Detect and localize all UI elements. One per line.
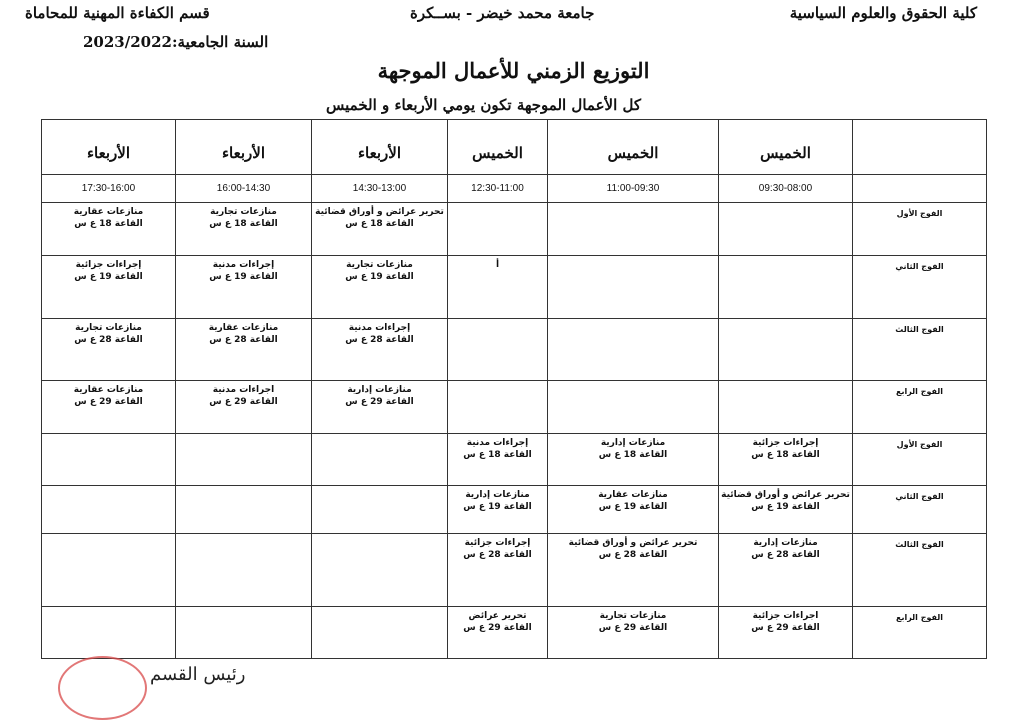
- session-cell: [448, 534, 548, 607]
- session-cell: [312, 534, 448, 607]
- session-subject: تحرير عرائض: [468, 611, 527, 621]
- session-cell: [719, 434, 853, 486]
- session-room: القاعة 18 ع س: [598, 450, 668, 460]
- session-room: القاعة 29 ع س: [463, 623, 532, 633]
- table-row: [42, 434, 987, 486]
- day-header: الخميس: [719, 120, 853, 175]
- session-room: القاعة 28 ع س: [345, 335, 414, 345]
- day-header: الأربعاء: [312, 120, 448, 175]
- academic-year: السنة الجامعية:2023/2022: [83, 33, 269, 51]
- corner-cell: [853, 120, 987, 175]
- session-cell: [448, 486, 548, 534]
- session-subject: إجراءات مدنية: [348, 323, 411, 333]
- department-name: قسم الكفاءة المهنية للمحاماة: [25, 4, 210, 22]
- session-cell: [719, 256, 853, 319]
- session-subject: منازعات تجارية: [210, 207, 277, 217]
- page-title: التوزيع الزمني للأعمال الموجهة: [377, 58, 650, 83]
- session-subject: تحرير عرائض و أوراق قضائية: [315, 207, 444, 217]
- session-cell: [719, 486, 853, 534]
- session-subject: تحرير عرائض و أوراق قضائية: [721, 490, 850, 500]
- session-subject: منازعات إدارية: [347, 385, 412, 395]
- group-label: الفوج الأول: [853, 203, 987, 256]
- session-subject: اجراءات جزائية: [752, 611, 819, 621]
- group-label: الفوج الرابع: [853, 607, 987, 659]
- session-cell: [176, 319, 312, 381]
- session-cell: [312, 203, 448, 256]
- time-slot: 12:30-11:00: [448, 175, 548, 203]
- session-subject: منازعات إدارية: [600, 438, 666, 448]
- session-subject: إجراءات مدنية: [212, 260, 275, 270]
- session-subject: منازعات عقارية: [598, 490, 668, 500]
- session-cell: [548, 256, 719, 319]
- session-room: القاعة 28 ع س: [209, 335, 278, 345]
- day-header-row: [42, 120, 987, 175]
- session-room: القاعة 19 ع س: [598, 502, 668, 512]
- session-cell: [548, 381, 719, 434]
- session-cell: [312, 607, 448, 659]
- page-subtitle: كل الأعمال الموجهة تكون يومي الأربعاء و الخميس: [326, 96, 641, 114]
- session-cell: [42, 319, 176, 381]
- day-header: الخميس: [448, 120, 548, 175]
- session-room: القاعة 19 ع س: [209, 272, 278, 282]
- session-cell: [719, 381, 853, 434]
- group-label: الفوج الثالث: [853, 319, 987, 381]
- group-label: الفوج الثاني: [853, 256, 987, 319]
- session-room: القاعة 28 ع س: [598, 550, 668, 560]
- session-subject: منازعات تجارية: [346, 260, 413, 270]
- table-row: [42, 256, 987, 319]
- session-cell: [176, 486, 312, 534]
- table-row: [42, 534, 987, 607]
- session-subject: منازعات إدارية: [753, 538, 818, 548]
- session-subject: منازعات عقارية: [73, 385, 144, 395]
- table-row: [42, 486, 987, 534]
- session-room: القاعة 29 ع س: [209, 397, 278, 407]
- session-subject: إجراءات جزائية: [75, 260, 142, 270]
- corner-cell: [853, 175, 987, 203]
- session-subject: اجراءات مدنية: [212, 385, 275, 395]
- session-cell: [42, 486, 176, 534]
- session-cell: [42, 381, 176, 434]
- day-header: الخميس: [548, 120, 719, 175]
- session-cell: [448, 203, 548, 256]
- group-label: الفوج الثالث: [853, 534, 987, 607]
- session-subject: تحرير عرائض و أوراق قضائية: [568, 538, 698, 548]
- table-row: [42, 319, 987, 381]
- session-cell: [548, 607, 719, 659]
- session-subject: إجراءات مدنية: [466, 438, 529, 448]
- session-room: القاعة 28 ع س: [74, 335, 143, 345]
- session-room: القاعة 29 ع س: [598, 623, 668, 633]
- session-subject: أ: [495, 260, 500, 270]
- session-cell: [548, 434, 719, 486]
- session-cell: [42, 434, 176, 486]
- session-cell: [176, 203, 312, 256]
- session-cell: [719, 534, 853, 607]
- session-subject: إجراءات جزائية: [464, 538, 531, 548]
- table-row: [42, 607, 987, 659]
- session-cell: [312, 434, 448, 486]
- time-slot: 17:30-16:00: [42, 175, 176, 203]
- session-cell: [42, 607, 176, 659]
- session-room: القاعة 18 ع س: [463, 450, 532, 460]
- table-row: [42, 381, 987, 434]
- table-row: [42, 203, 987, 256]
- group-label: الفوج الرابع: [853, 381, 987, 434]
- group-label: الفوج الثاني: [853, 486, 987, 534]
- faculty-name: كلية الحقوق والعلوم السياسية: [789, 4, 977, 22]
- session-cell: [176, 381, 312, 434]
- session-cell: [719, 203, 853, 256]
- time-slot: 14:30-13:00: [312, 175, 448, 203]
- session-cell: [176, 256, 312, 319]
- official-stamp: [58, 656, 147, 720]
- session-cell: [312, 319, 448, 381]
- session-subject: منازعات إدارية: [465, 490, 530, 500]
- group-label: الفوج الأول: [853, 434, 987, 486]
- session-room: القاعة 18 ع س: [345, 219, 414, 229]
- session-subject: منازعات عقارية: [73, 207, 144, 217]
- session-cell: [42, 534, 176, 607]
- time-slot: 16:00-14:30: [176, 175, 312, 203]
- session-subject: منازعات تجارية: [75, 323, 142, 333]
- day-header: الأربعاء: [42, 120, 176, 175]
- schedule-table: [41, 119, 987, 659]
- session-room: القاعة 18 ع س: [74, 219, 143, 229]
- session-cell: [548, 319, 719, 381]
- session-room: القاعة 28 ع س: [751, 550, 820, 560]
- session-room: القاعة 19 ع س: [751, 502, 820, 512]
- session-cell: [719, 607, 853, 659]
- session-cell: [312, 256, 448, 319]
- session-cell: [548, 486, 719, 534]
- session-room: القاعة 19 ع س: [463, 502, 532, 512]
- session-cell: [548, 203, 719, 256]
- session-cell: [176, 534, 312, 607]
- session-cell: [312, 486, 448, 534]
- session-cell: [176, 607, 312, 659]
- session-room: القاعة 18 ع س: [209, 219, 278, 229]
- session-cell: [176, 434, 312, 486]
- session-subject: منازعات عقارية: [208, 323, 279, 333]
- session-room: القاعة 28 ع س: [463, 550, 532, 560]
- session-room: القاعة 19 ع س: [345, 272, 414, 282]
- university-name: جامعة محمد خيضر - بســكرة: [410, 4, 595, 22]
- session-cell: [42, 203, 176, 256]
- time-slot: 09:30-08:00: [719, 175, 853, 203]
- session-room: القاعة 29 ع س: [74, 397, 143, 407]
- session-cell: [448, 256, 548, 319]
- session-room: القاعة 19 ع س: [74, 272, 143, 282]
- session-room: القاعة 18 ع س: [751, 450, 820, 460]
- session-room: القاعة 29 ع س: [345, 397, 414, 407]
- time-header-row: [42, 175, 987, 203]
- session-cell: [548, 534, 719, 607]
- session-room: القاعة 29 ع س: [751, 623, 820, 633]
- session-cell: [42, 256, 176, 319]
- session-cell: [719, 319, 853, 381]
- session-cell: [312, 381, 448, 434]
- session-subject: إجراءات جزائية: [752, 438, 819, 448]
- session-cell: [448, 319, 548, 381]
- time-slot: 11:00-09:30: [548, 175, 719, 203]
- day-header: الأربعاء: [176, 120, 312, 175]
- session-subject: منازعات تجارية: [599, 611, 667, 621]
- session-cell: [448, 434, 548, 486]
- session-cell: [448, 607, 548, 659]
- session-cell: [448, 381, 548, 434]
- department-head-signature: رئيس القسم: [150, 664, 246, 685]
